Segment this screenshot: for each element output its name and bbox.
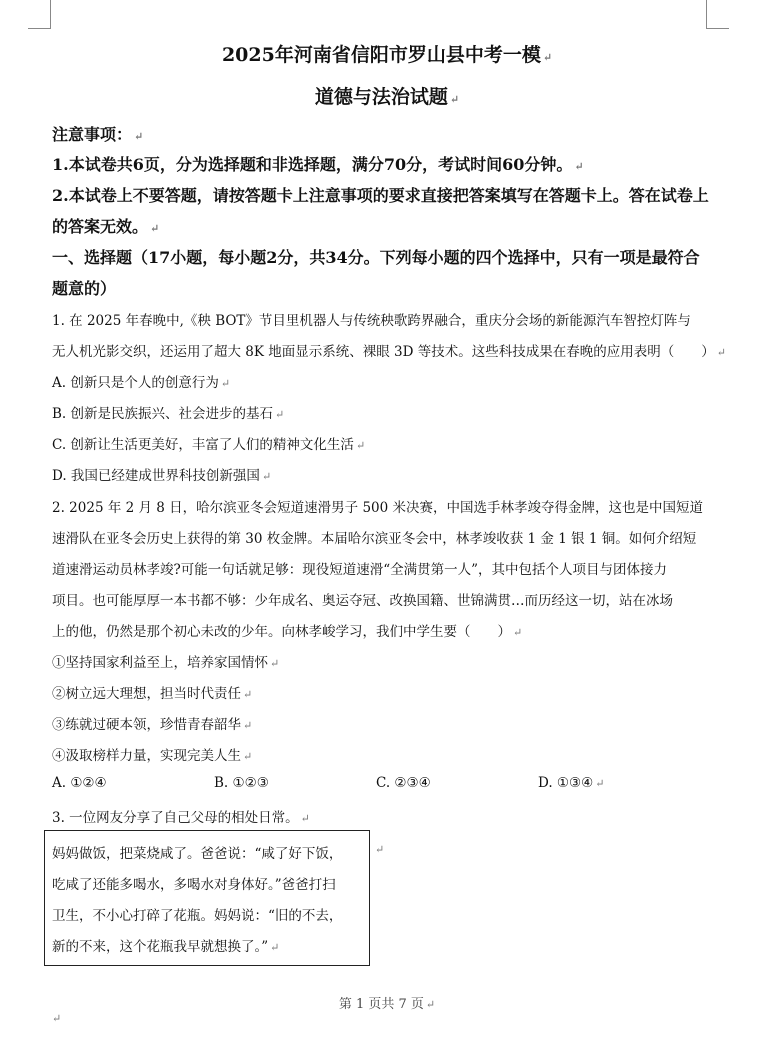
q1-stem-line-2: 无人机光影交织，还运用了超大 8K 地面显示系统、裸眼 3D 等技术。这些科技成果在春晚的应用表明（ ） ↵	[52, 344, 726, 360]
q2-stem-line-5: 上的他，仍然是那个初心未改的少年。向林孝峻学习，我们中学生要（ ） ↵	[52, 624, 523, 640]
q2-statement-2: ②树立远大理想，担当时代责任 ↵	[52, 686, 253, 702]
q2-choice-b: B. ①②③	[214, 775, 269, 791]
q1-option-b: B. 创新是民族振兴、社会进步的基石 ↵	[52, 406, 285, 422]
section-heading-cont: 题意的）	[52, 279, 117, 298]
page-footer: 第 1 页共 7 页 ↵	[338, 997, 436, 1012]
paragraph-mark: ↵	[52, 1012, 62, 1025]
q2-statement-4: ④汲取榜样力量，实现完美人生 ↵	[52, 748, 253, 764]
q2-choice-d: D. ①③④	[538, 775, 594, 791]
paragraph-mark: ↵	[375, 843, 385, 856]
notice-heading: 注意事项： ↵	[52, 125, 144, 144]
q1-option-d: D. 我国已经建成世界科技创新强国 ↵	[52, 468, 272, 484]
crop-mark-top-right	[706, 0, 729, 29]
document-title: 2025年河南省信阳市罗山县中考一模 ↵	[221, 44, 553, 66]
q1-option-a: A. 创新只是个人的创意行为 ↵	[52, 375, 231, 391]
notice-item-1: 1.本试卷共6页，分为选择题和非选择题，满分70分，考试时间60分钟。 ↵	[52, 155, 584, 174]
q1-option-c: C. 创新让生活更美好，丰富了人们的精神文化生活 ↵	[52, 437, 366, 453]
q2-stem-line-1: 2. 2025 年 2 月 8 日，哈尔滨亚冬会短道速滑男子 500 米决赛，中国选手林孝竣夺得金牌，这也是中国短道	[52, 500, 704, 516]
notice-item-2: 2.本试卷上不要答题，请按答题卡上注意事项的要求直接把答案填写在答题卡上。答在试卷上	[52, 186, 709, 205]
section-heading: 一、选择题（17小题，每小题2分，共34分。下列每小题的四个选择中，只有一项是最符合	[52, 248, 700, 267]
q3-box-line-4: 新的不来，这个花瓶我早就想换了。” ↵	[52, 939, 280, 955]
q3-box-line-1: 妈妈做饭，把菜烧咸了。爸爸说：“咸了好下饭，	[52, 846, 343, 862]
q2-statement-3: ③练就过硬本领，珍惜青春韶华 ↵	[52, 717, 253, 733]
paragraph-mark: ↵	[449, 93, 460, 106]
document-subtitle: 道德与法治试题 ↵	[314, 86, 460, 108]
notice-item-2-cont: 的答案无效。 ↵	[52, 217, 160, 236]
q2-choice-c: C. ②③④	[376, 775, 431, 791]
q2-choice-a: A. ①②④	[52, 775, 107, 791]
crop-mark-top-left	[28, 0, 51, 29]
q2-statement-1: ①坚持国家利益至上，培养家国情怀 ↵	[52, 655, 280, 671]
q2-choices: A. ①②④ B. ①②③ C. ②③④ D. ①③④ ↵	[52, 775, 605, 791]
q3-material-box	[44, 830, 370, 966]
q2-stem-line-4: 项目。也可能厚厚一本书都不够：少年成名、奥运夺冠、改换国籍、世锦满贯…而历经这一切，站在冰场	[52, 593, 673, 609]
q1-stem-line-1: 1. 在 2025 年春晚中,《秧 BOT》节目里机器人与传统秧歌跨界融合，重庆分会场的新能源汽车智控灯阵与	[52, 313, 691, 329]
paragraph-mark: ↵	[542, 51, 553, 64]
q2-stem-line-3: 道速滑运动员林孝竣?可能一句话就足够：现役短道速滑“全满贯第一人”，其中包括个人项目与团体接力	[52, 562, 668, 578]
q3-box-line-2: 吃咸了还能多喝水，多喝水对身体好。”爸爸打扫	[52, 877, 336, 893]
q3-stem: 3. 一位网友分享了自己父母的相处日常。 ↵	[52, 810, 310, 826]
q2-stem-line-2: 速滑队在亚冬会历史上获得的第 30 枚金牌。本届哈尔滨亚冬会中，林孝竣收获 1 金 1 银 1 铜。如何介绍短	[52, 531, 697, 547]
q3-box-line-3: 卫生，不小心打碎了花瓶。妈妈说：“旧的不去，	[52, 908, 343, 924]
